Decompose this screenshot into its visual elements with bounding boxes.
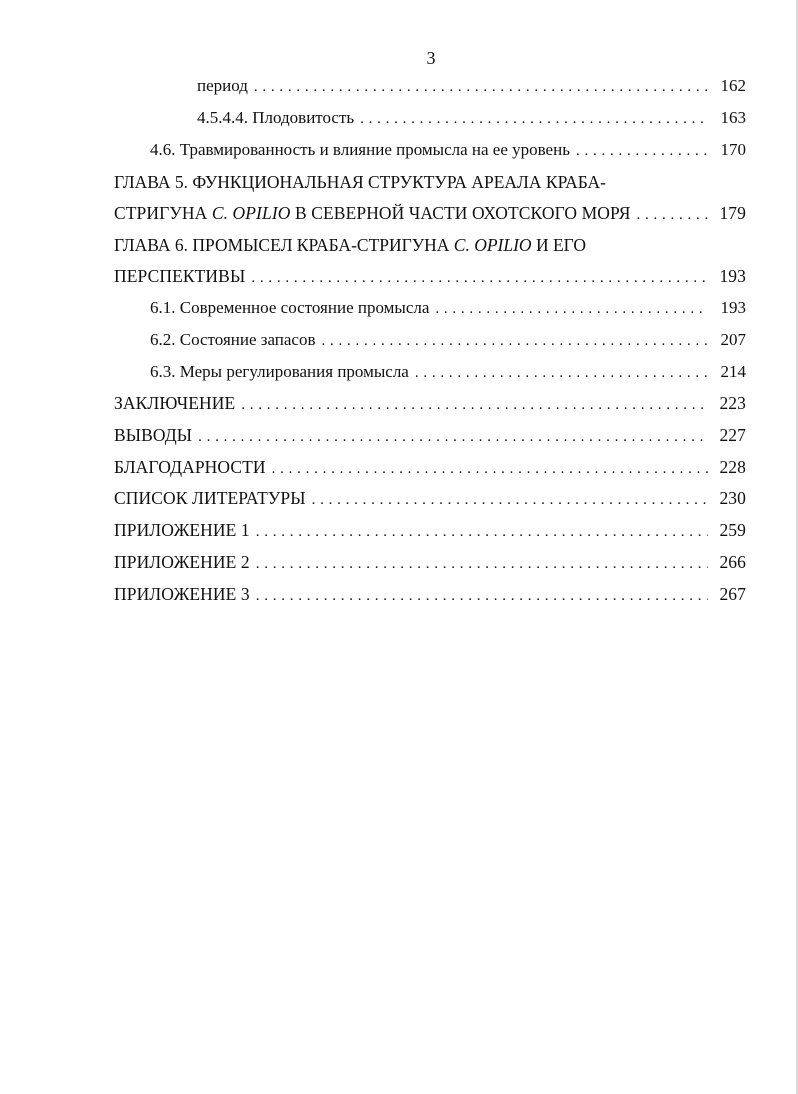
toc-entry-title: 6.2. Состояние запасов: [150, 330, 316, 349]
toc-entry-page: 214: [720, 362, 746, 381]
toc-entry-title: ВЫВОДЫ: [114, 425, 193, 445]
toc-entry: [150, 330, 746, 356]
toc-chapter-heading-line: ГЛАВА 6. ПРОМЫСЕЛ КРАБА-СТРИГУНА C. OPILIO И ЕГО: [114, 235, 586, 255]
toc-entry: [114, 584, 746, 610]
toc-dot-leader: [312, 492, 708, 509]
toc-dot-leader: [241, 397, 708, 414]
toc-entry: [150, 140, 746, 166]
toc-dot-leader: [322, 333, 708, 350]
toc-entry-page: 259: [719, 520, 746, 540]
toc-entry: [114, 520, 746, 546]
toc-entry: [114, 552, 746, 578]
toc-entry-page: 193: [719, 266, 746, 286]
toc-dot-leader: [360, 111, 708, 128]
toc-dot-leader: [256, 588, 708, 605]
toc-entry-title: 4.5.4.4. Плодовитость: [197, 108, 355, 127]
toc-entry: [114, 488, 746, 514]
species-name-italic: C. OPILIO: [211, 203, 291, 223]
toc-entry: [114, 393, 746, 419]
toc-dot-leader: [415, 365, 708, 382]
toc-entry-page: 162: [720, 76, 746, 95]
toc-entry: [150, 362, 746, 388]
toc-dot-leader: [435, 301, 708, 318]
toc-entry-page: 228: [719, 457, 746, 477]
toc-dot-leader: [256, 524, 708, 541]
toc-entry: [114, 425, 746, 451]
toc-dot-leader: [251, 270, 708, 287]
toc-entry: [197, 108, 746, 134]
toc-entry-title: СТРИГУНА C. OPILIO В СЕВЕРНОЙ ЧАСТИ ОХОТСКОГО МОРЯ: [114, 203, 631, 223]
toc-dot-leader: [636, 207, 708, 224]
toc-entry-page: 227: [719, 425, 746, 445]
toc-entry-title: ПРИЛОЖЕНИЕ 3: [114, 584, 250, 604]
toc-entry-title: период: [197, 76, 248, 95]
toc-entry-title: ЗАКЛЮЧЕНИЕ: [114, 393, 236, 413]
species-name-italic: C. OPILIO: [453, 235, 532, 255]
toc-dot-leader: [272, 461, 708, 478]
toc-entry-title: СПИСОК ЛИТЕРАТУРЫ: [114, 488, 306, 508]
toc-entry-page: 179: [719, 203, 746, 223]
toc-dot-leader: [256, 556, 708, 573]
toc-entry: [114, 266, 746, 292]
toc-entry-page: 266: [719, 552, 746, 572]
toc-entry-title: 4.6. Травмированность и влияние промысла на ее уровень: [150, 140, 570, 159]
toc-dot-leader: [254, 79, 708, 96]
toc-entry-page: 163: [720, 108, 746, 127]
toc-entry: [197, 76, 746, 102]
toc-entry-title: 6.3. Меры регулирования промысла: [150, 362, 409, 381]
toc-entry: [114, 203, 746, 229]
toc-entry-page: 170: [720, 140, 746, 159]
toc-dot-leader: [576, 143, 708, 160]
toc-entry-page: 230: [719, 488, 746, 508]
toc-entry-title: 6.1. Современное состояние промысла: [150, 298, 430, 317]
toc-entry: [150, 298, 746, 324]
toc-entry-title: ПРИЛОЖЕНИЕ 2: [114, 552, 250, 572]
toc-entry: [114, 457, 746, 483]
toc-chapter-heading-line: ГЛАВА 5. ФУНКЦИОНАЛЬНАЯ СТРУКТУРА АРЕАЛА КРАБА-: [114, 172, 606, 192]
toc-dot-leader: [198, 429, 708, 446]
toc-entry-page: 207: [720, 330, 746, 349]
toc-entry-page: 267: [719, 584, 746, 604]
toc-entry-title: ПРИЛОЖЕНИЕ 1: [114, 520, 250, 540]
toc-entry-page: 193: [720, 298, 746, 317]
toc-entry-title: БЛАГОДАРНОСТИ: [114, 457, 266, 477]
page-number: 3: [426, 48, 436, 68]
toc-entry-page: 223: [719, 393, 746, 413]
toc-entry-title: ПЕРСПЕКТИВЫ: [114, 266, 246, 286]
